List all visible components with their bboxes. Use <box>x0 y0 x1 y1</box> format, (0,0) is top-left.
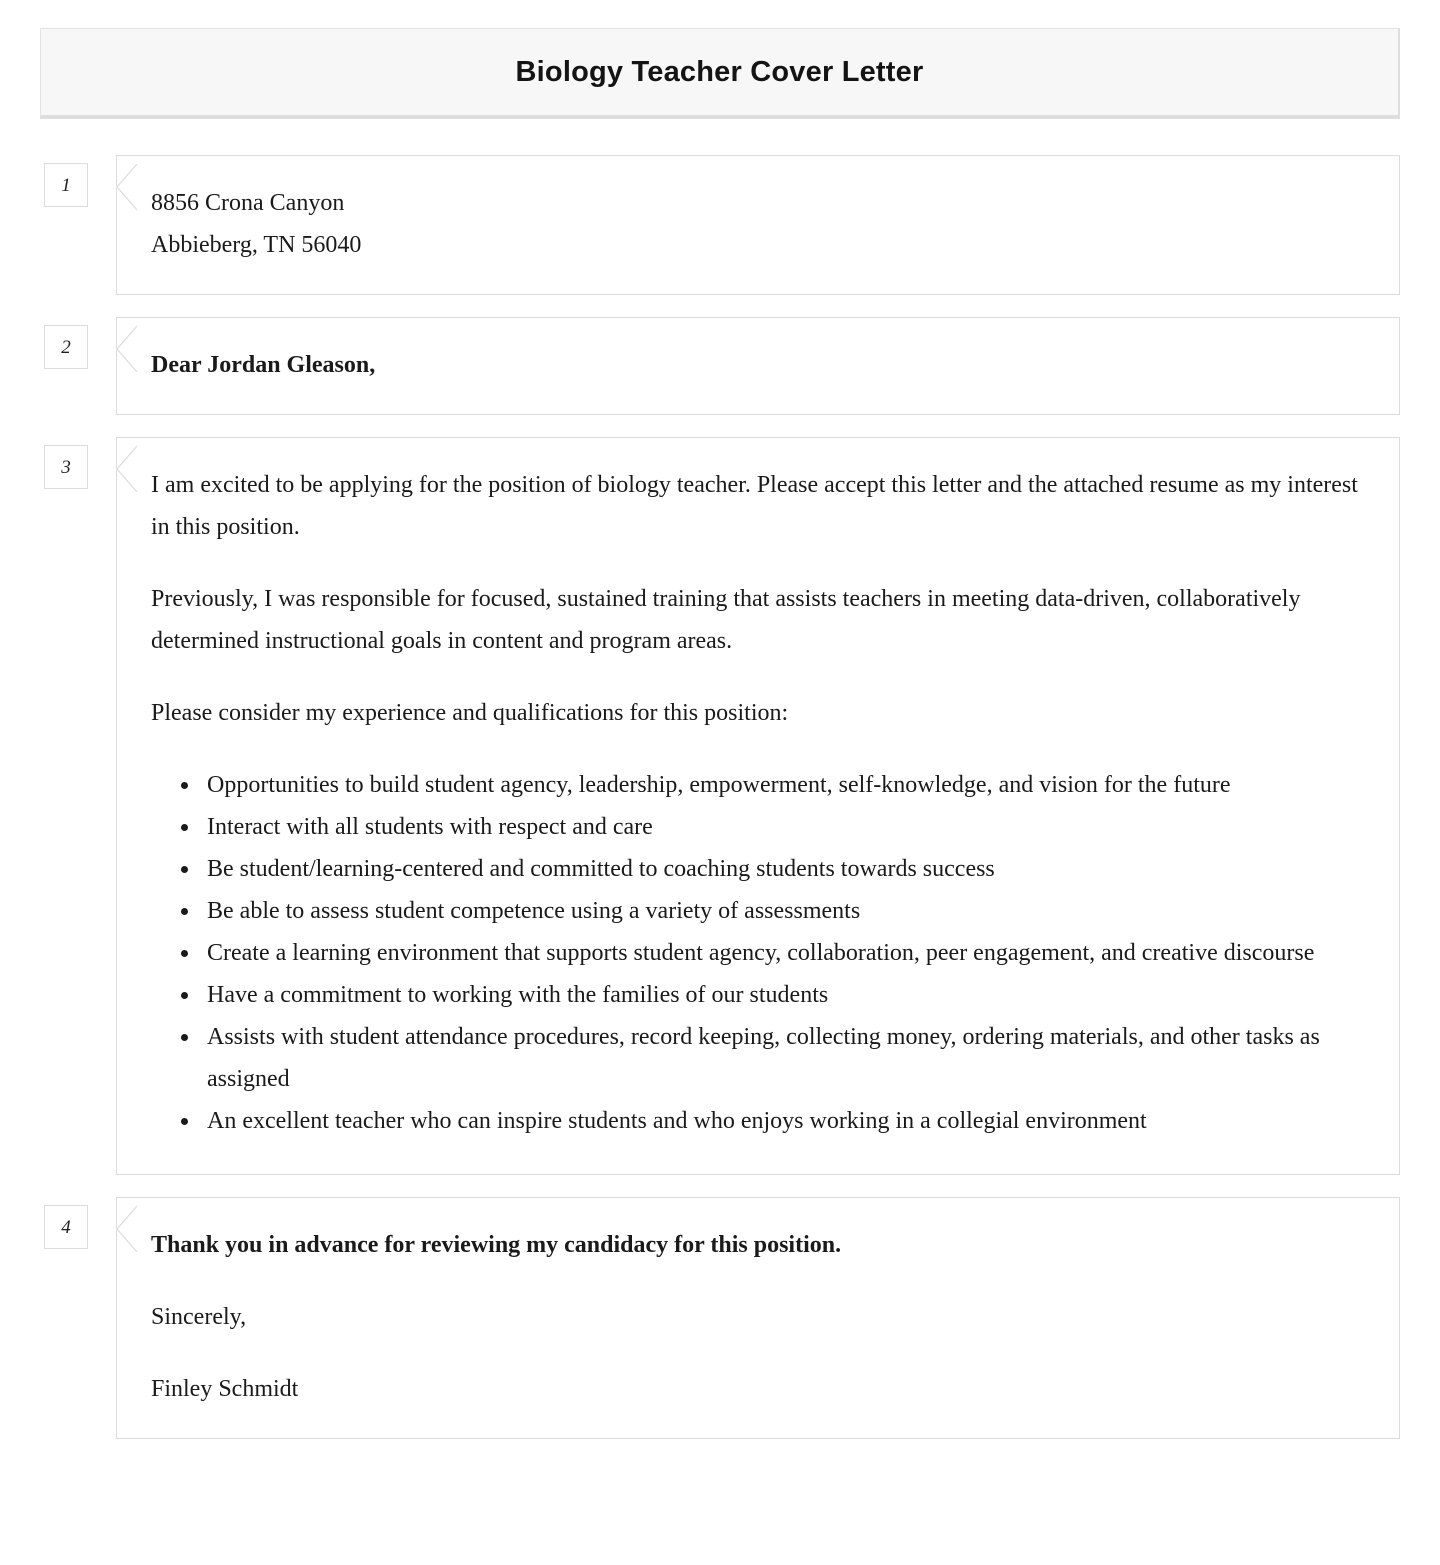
list-item: • An excellent teacher who can inspire students and who enjoys working in a collegial environment <box>201 1100 1369 1142</box>
block-number-3: 3 <box>44 445 88 489</box>
list-item: • Opportunities to build student agency, leadership, empowerment, self-knowledge, and vision for the future <box>201 764 1369 806</box>
block-salutation <box>40 317 1400 415</box>
callout-notch-icon <box>116 326 138 372</box>
list-item: • Create a learning environment that supports student agency, collaboration, peer engagement, and creative discourse <box>201 932 1369 974</box>
block-number-2: 2 <box>44 325 88 369</box>
list-item: • Have a commitment to working with the families of our students <box>201 974 1369 1016</box>
body-paragraph-2: Previously, I was responsible for focused, sustained training that assists teachers in meeting data-driven, collaboratively determined instructional goals in content and program areas. <box>151 586 1301 654</box>
list-item: • Be student/learning-centered and committed to coaching students towards success <box>201 848 1369 890</box>
block-sender-address <box>40 155 1400 295</box>
salutation-text: Dear Jordan Gleason, <box>151 352 376 378</box>
block-body-sender-address <box>116 155 1400 295</box>
list-item: • Be able to assess student competence using a variety of assessments <box>201 890 1369 932</box>
list-item: • Assists with student attendance procedures, record keeping, collecting money, ordering materials, and other tasks as assigned <box>201 1016 1369 1100</box>
block-body-letter <box>116 437 1400 1175</box>
body-paragraph-3: Please consider my experience and qualifications for this position: <box>151 700 789 726</box>
letter-blocks <box>0 155 1440 1501</box>
block-body-closing <box>116 1197 1400 1439</box>
block-number-1: 1 <box>44 163 88 207</box>
closing-thanks: Thank you in advance for reviewing my candidacy for this position. <box>151 1232 842 1258</box>
callout-notch-icon <box>116 164 138 210</box>
qualifications-list <box>151 764 1369 1142</box>
block-closing <box>40 1197 1400 1439</box>
signature-name: Finley Schmidt <box>151 1376 299 1402</box>
list-item: • Interact with all students with respect and care <box>201 806 1369 848</box>
document-header <box>40 28 1400 119</box>
callout-notch-icon <box>116 1206 138 1252</box>
document-page <box>0 28 1440 1501</box>
callout-notch-icon <box>116 446 138 492</box>
page-title: Biology Teacher Cover Letter <box>515 55 924 88</box>
body-paragraph-1: I am excited to be applying for the position of biology teacher. Please accept this letter and the attached resume as my interest in this position. <box>151 472 1358 540</box>
block-body-salutation <box>116 317 1400 415</box>
address-line-2: Abbieberg, TN 56040 <box>151 232 362 258</box>
block-letter-body <box>40 437 1400 1175</box>
closing-signoff: Sincerely, <box>151 1304 247 1330</box>
block-number-4: 4 <box>44 1205 88 1249</box>
address-line-1: 8856 Crona Canyon <box>151 190 345 216</box>
